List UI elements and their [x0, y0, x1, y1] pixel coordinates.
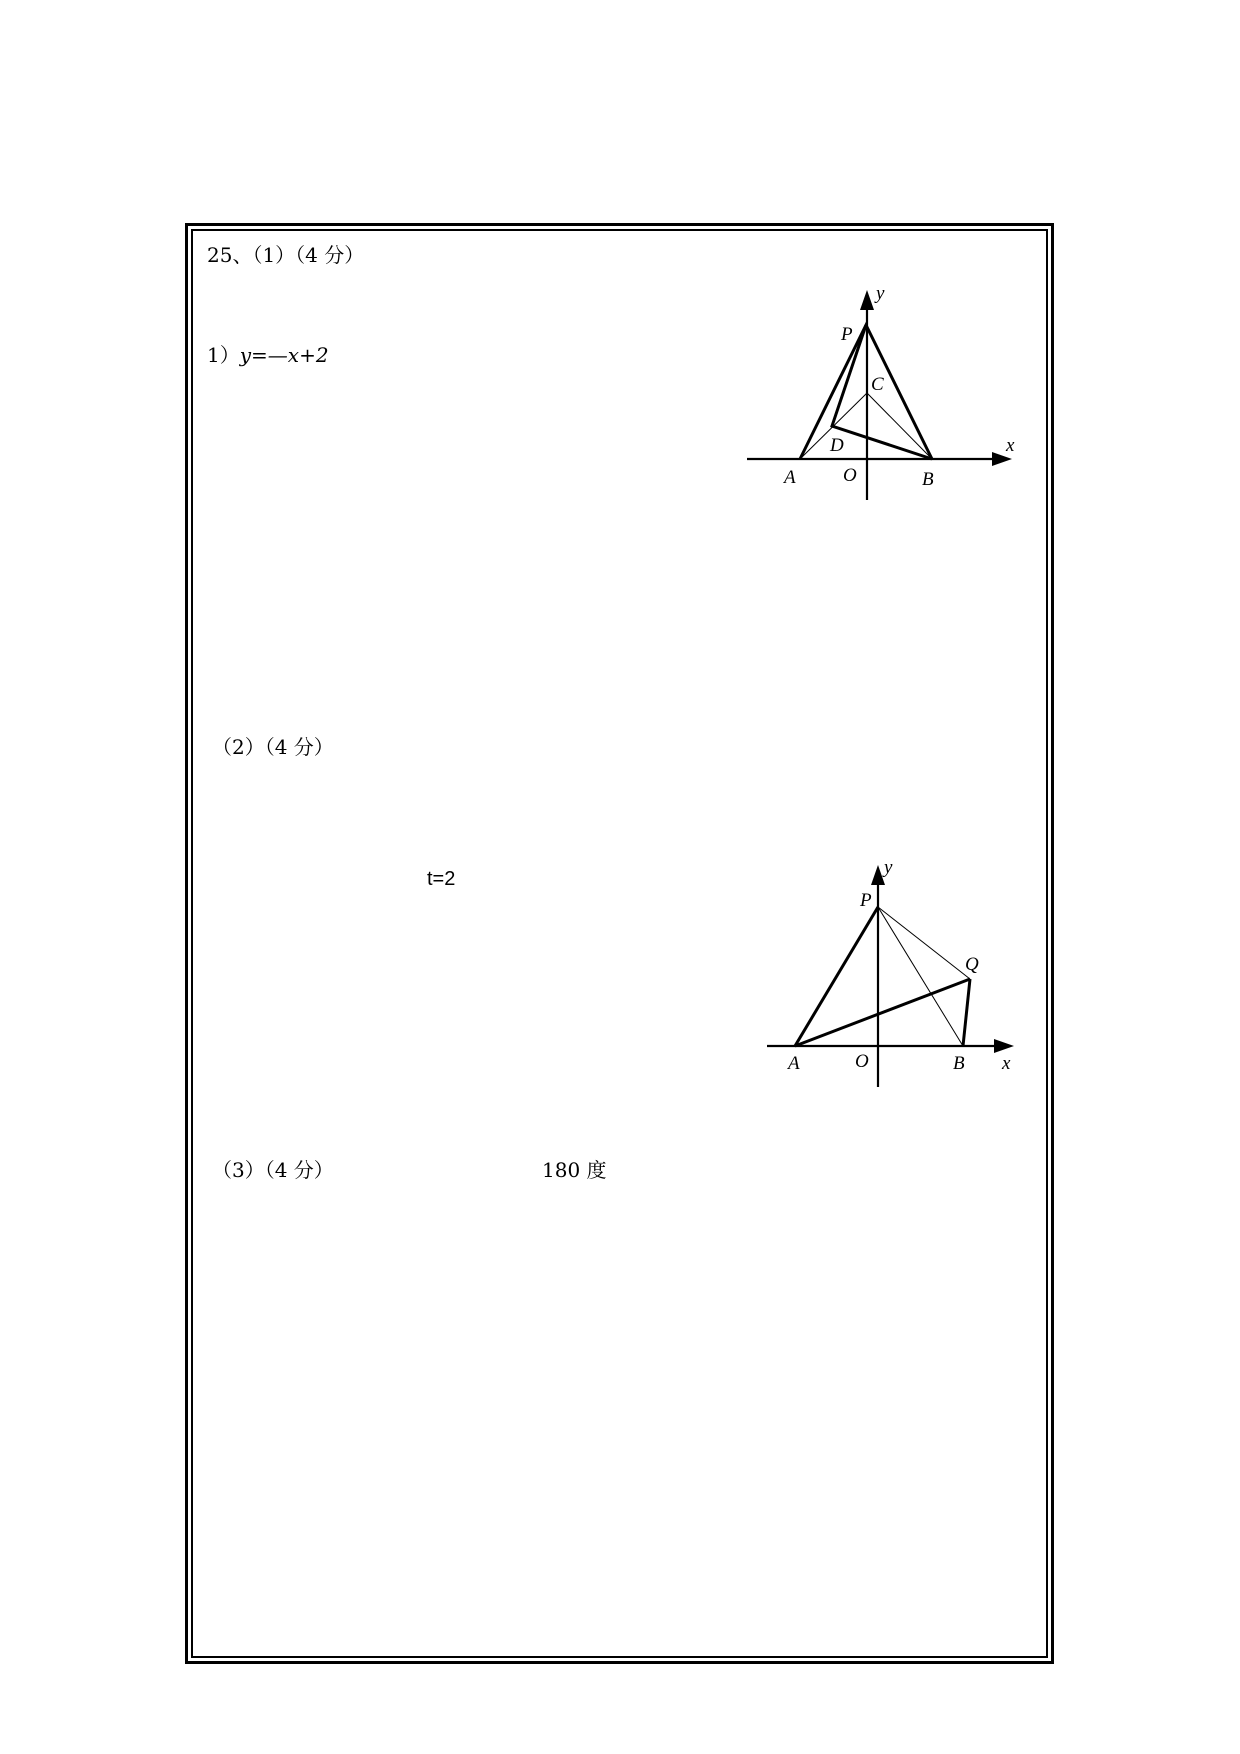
- part1-answer: [207, 343, 329, 367]
- fig2-line-aq: [795, 979, 970, 1046]
- fig1-label-a: A: [784, 467, 796, 488]
- part2-heading: （2）（4 分）: [212, 735, 334, 759]
- fig1-label-o: O: [843, 465, 857, 486]
- part3-heading: （3）（4 分）: [212, 1158, 334, 1182]
- fig2-x-arrow-icon: [994, 1039, 1014, 1053]
- fig2-label-y: y: [884, 857, 893, 878]
- fig2-line-ap: [795, 907, 878, 1046]
- fig2-line-pb: [878, 907, 963, 1046]
- figure-2-diagram: [760, 855, 1030, 1095]
- part2-answer: t=2: [427, 868, 456, 890]
- part1-equation: y=—x+2: [239, 343, 329, 367]
- fig2-label-x: x: [1002, 1053, 1011, 1074]
- figure-1-diagram: [740, 280, 1020, 510]
- fig1-label-p: P: [841, 324, 853, 345]
- part1-prefix: 1）: [207, 343, 240, 367]
- fig2-label-p: P: [860, 890, 872, 911]
- fig2-line-pq: [878, 907, 970, 979]
- fig2-label-b: B: [953, 1053, 965, 1074]
- part3-answer: 180 度: [542, 1158, 607, 1182]
- fig2-label-o: O: [855, 1051, 869, 1072]
- fig2-label-a: A: [788, 1053, 800, 1074]
- fig1-label-d: D: [830, 435, 844, 456]
- fig2-line-qb: [963, 979, 970, 1046]
- fig1-y-arrow-icon: [860, 290, 874, 310]
- fig1-label-x: x: [1006, 435, 1015, 456]
- fig2-y-arrow-icon: [871, 865, 885, 885]
- fig2-label-q: Q: [965, 954, 979, 975]
- question-25-header: 25、（1）（4 分）: [207, 243, 365, 267]
- fig1-label-c: C: [871, 374, 884, 395]
- fig1-label-y: y: [876, 283, 885, 304]
- fig1-label-b: B: [922, 469, 934, 490]
